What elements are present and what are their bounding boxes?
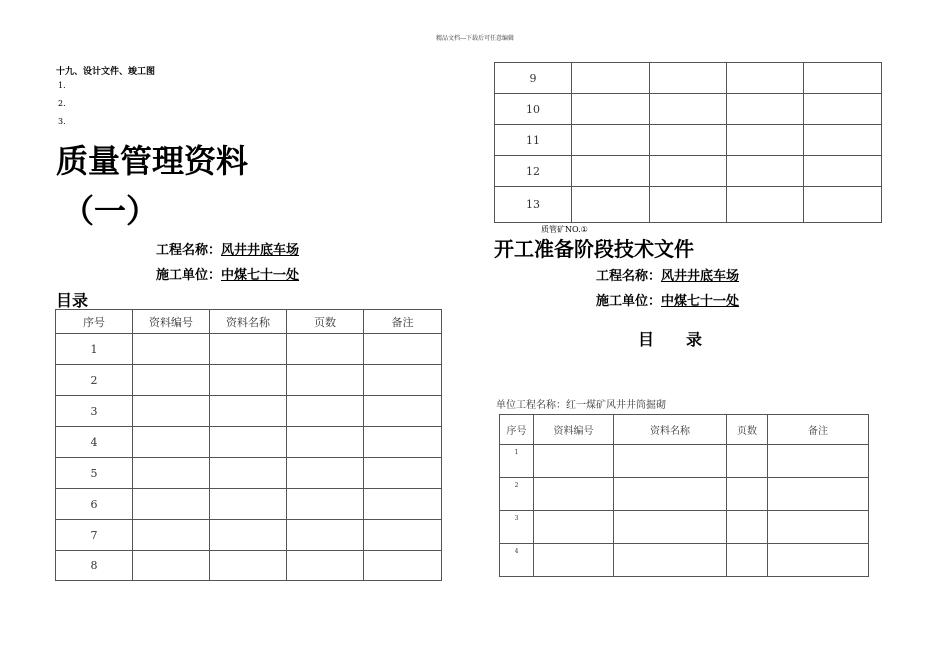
table-row — [56, 334, 442, 365]
page-subtitle: （一） — [62, 192, 159, 230]
right-toc-table — [499, 414, 869, 577]
col-header-pages: 页数 — [287, 310, 364, 334]
table-row — [56, 396, 442, 427]
row-number: 12 — [495, 156, 572, 187]
list-item: 3. — [58, 117, 66, 126]
unit-info — [156, 264, 299, 283]
row-number: 13 — [495, 187, 572, 223]
list-item: 1. — [58, 81, 66, 90]
project-label: 工程名称： — [156, 243, 222, 258]
row-number: 2 — [500, 478, 534, 511]
unit-label: 施工单位： — [596, 294, 662, 309]
toc-title: 目 录 — [638, 330, 703, 349]
row-number: 3 — [500, 511, 534, 544]
col-header-seq: 序号 — [500, 415, 534, 445]
col-header-pages: 页数 — [727, 415, 768, 445]
table-row — [495, 156, 882, 187]
row-number: 2 — [56, 365, 133, 396]
table-row — [56, 427, 442, 458]
list-item: 2. — [58, 99, 66, 108]
section-heading: 十九、设计文件、竣工图 — [56, 67, 156, 77]
section-title: 开工准备阶段技术文件 — [494, 237, 694, 261]
project-info — [156, 239, 299, 258]
unit-label: 施工单位： — [156, 268, 222, 283]
col-header-name: 资料名称 — [614, 415, 727, 445]
table-row — [56, 520, 442, 551]
row-number: 6 — [56, 489, 133, 520]
col-header-name: 资料名称 — [210, 310, 287, 334]
table-row — [495, 63, 882, 94]
page-title: 质量管理资料 — [56, 142, 249, 180]
table-row — [495, 94, 882, 125]
form-code: 质管矿NO.① — [541, 225, 588, 234]
table-row — [500, 511, 869, 544]
unit-project-name: 单位工程名称：红一煤矿风井井筒掘砌 — [496, 400, 666, 411]
row-number: 11 — [495, 125, 572, 156]
table-row — [495, 187, 882, 223]
project-name: 风井井底车场 — [661, 269, 740, 284]
project-label: 工程名称： — [596, 269, 662, 284]
row-number: 8 — [56, 551, 133, 581]
table-row — [495, 125, 882, 156]
col-header-seq: 序号 — [56, 310, 133, 334]
table-row — [56, 458, 442, 489]
unit-name: 中煤七十一处 — [221, 268, 300, 283]
col-header-code: 资料编号 — [133, 310, 210, 334]
row-number: 7 — [56, 520, 133, 551]
table-row — [56, 551, 442, 581]
table-row — [500, 445, 869, 478]
row-number: 1 — [56, 334, 133, 365]
right-continuation-table — [494, 62, 882, 223]
row-number: 1 — [500, 445, 534, 478]
project-info — [596, 265, 739, 284]
row-number: 5 — [56, 458, 133, 489]
unit-name: 中煤七十一处 — [661, 294, 740, 309]
col-header-remarks: 备注 — [768, 415, 869, 445]
toc-title: 目录 — [56, 291, 89, 310]
table-row — [500, 478, 869, 511]
row-number: 4 — [56, 427, 133, 458]
table-row — [56, 489, 442, 520]
col-header-remarks: 备注 — [364, 310, 442, 334]
row-number: 9 — [495, 63, 572, 94]
row-number: 3 — [56, 396, 133, 427]
row-number: 4 — [500, 544, 534, 577]
row-number: 10 — [495, 94, 572, 125]
table-header-row — [500, 415, 869, 445]
table-header-row — [56, 310, 442, 334]
table-row — [56, 365, 442, 396]
col-header-code: 资料编号 — [534, 415, 614, 445]
left-toc-table — [55, 309, 442, 581]
page-header-note: 精品文档---下载后可任意编辑 — [435, 35, 515, 42]
unit-info — [596, 290, 739, 309]
project-name: 风井井底车场 — [221, 243, 300, 258]
table-row — [500, 544, 869, 577]
